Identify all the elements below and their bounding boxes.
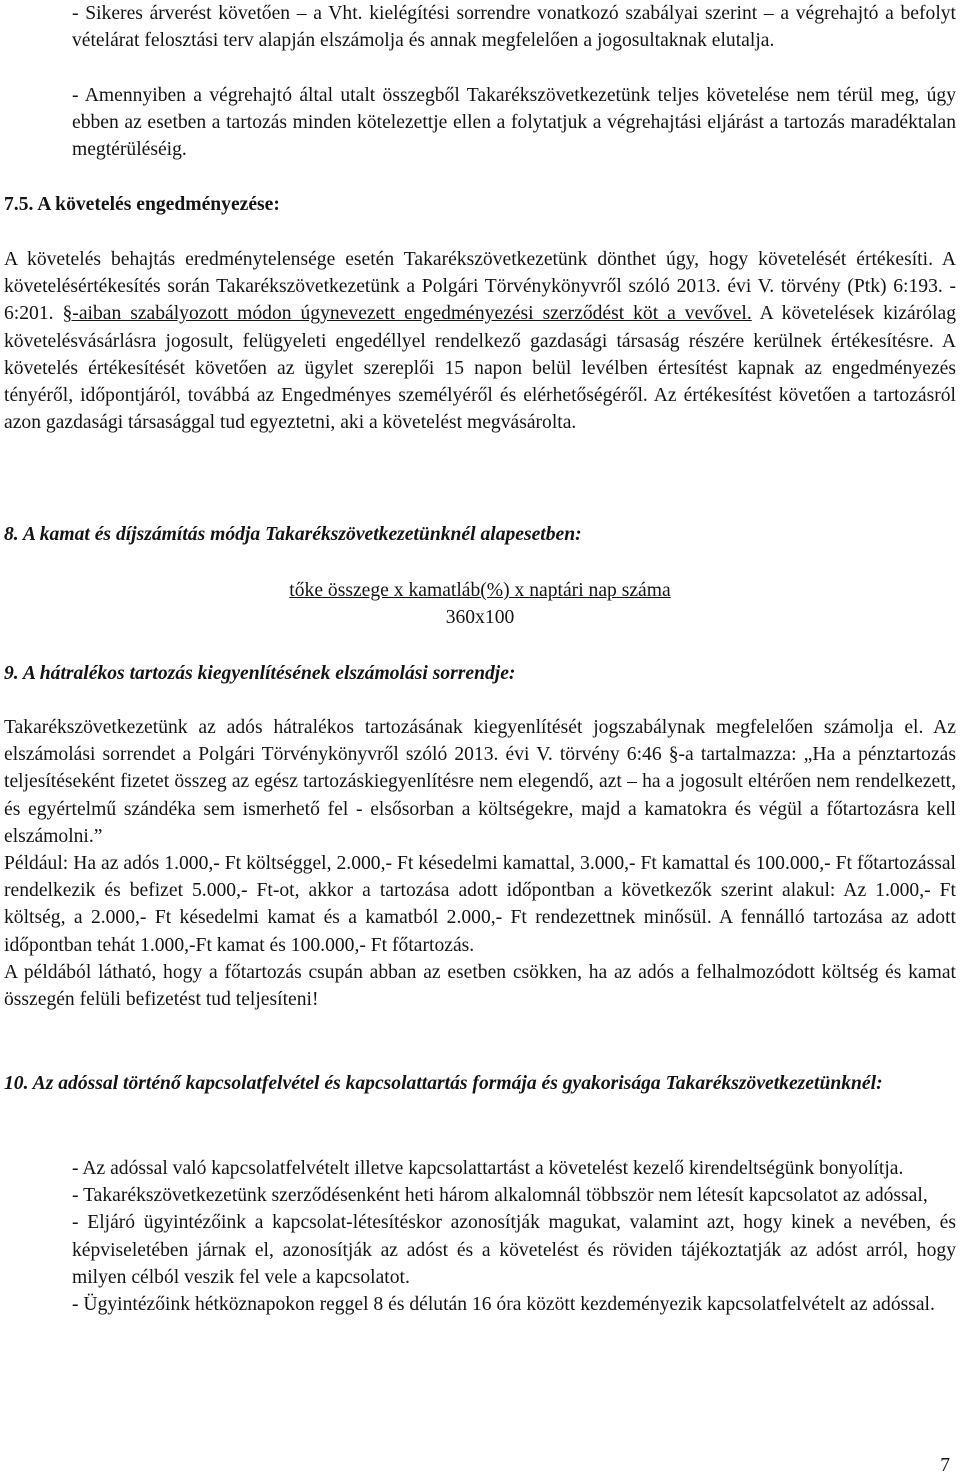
contact-list xyxy=(72,1155,956,1318)
formula-denominator: 360x100 xyxy=(445,607,515,629)
paragraph-text: - Amennyiben a végrehajtó által utalt összegből Takarékszövetkezetünk teljes követelése nem térül meg, úgy ebben az esetben a tartozás minden kötelezettje ellen a folytatjuk a végrehajtási eljárást a tartozás maradéktalan megtérüléséig. xyxy=(72,85,956,161)
example-paragraph: Például: Ha az adós 1.000,- Ft költséggel, 2.000,- Ft késedelmi kamattal, 3.000,- Ft kamattal és 100.000,- Ft főtartozással rendelkezik és befizet 5.000,- Ft-ot, akkor a tartozása adott időpontban a következők szerint alakul: Az 1.000,- Ft költség, a 2.000,- Ft késedelmi kamat és a kamatból 2.000,- Ft rendezettnek minősül. A fennálló tartozása az adott időpontban tehát 1.000,-Ft kamat és 100.000,- Ft főtartozás. xyxy=(4,853,956,956)
paragraph-text: - Sikeres árverést követően – a Vht. kielégítési sorrendre vonatkozó szabályai szerint – a végrehajtó a befolyt vételárat felosztási terv alapján elszámolja és annak megfelelően a jogosultaknak elutalja. xyxy=(72,3,956,52)
section-10-heading xyxy=(4,1070,956,1097)
body-text: A követelések kizárólag követelésvásárlásra jogosult, felügyeleti engedéllyel rendelkező gazdasági társaság részére kerülnek értékesítésre. A követelés értékesítését követően az ügylet szereplői 15 napon belül levélben értesítést kapnak az engedményezés tényéről, időpontjáról, továbbá az Engedményes személyéről és elérhetőségéről. Az értékesítést követően a tartozásról azon gazdasági társasággal tud egyeztetni, aki a követelést megvásárolta. xyxy=(4,303,956,434)
paragraph-text: Takarékszövetkezetünk az adós hátralékos tartozásának kiegyenlítését jogszabálynak megfelelően számolja el. Az elszámolási sorrendet a Polgári Törvénykönyvről szóló 2013. évi V. törvény 6:46 §-a tartalmazza: „Ha a pénztartozás teljesítéseként fizetet összeg az egész tartozáskiegyenlítésre nem elegendő, azt – ha a jogosult eltérően nem rendelkezett, és egyértelmű szándéka sem ismerhető fel - elsősorban a költségekre, majd a kamatokra és végül a főtartozásra kell elszámolni.” xyxy=(4,717,956,847)
list-item: - Ügyintézőink hétköznapokon reggel 8 és délután 16 óra között kezdeményezik kapcsolatfelvételt az adóssal. xyxy=(72,1294,935,1316)
intro-paragraph-enforcement xyxy=(72,82,956,164)
formula-numerator: tőke összege x kamatláb(%) x naptári nap száma xyxy=(289,580,671,601)
list-item: - Takarékszövetkezetünk szerződésenként heti három alkalomnál többször nem létesít kapcsolatot az adóssal, xyxy=(72,1185,928,1207)
section-9-body xyxy=(4,714,956,1013)
list-item: - Az adóssal való kapcsolatfelvételt illetve kapcsolattartást a követelést kezelő kirendeltségünk bonyolítja. xyxy=(72,1158,904,1179)
section-7-5-body xyxy=(4,246,956,436)
intro-paragraph-auction xyxy=(72,0,956,54)
section-title: 9. A hátralékos tartozás kiegyenlítésének elszámolási sorrendje: xyxy=(4,663,516,684)
section-8-heading xyxy=(4,521,956,548)
interest-formula xyxy=(0,577,960,631)
page-number: 7 xyxy=(940,1455,950,1476)
body-text: A követelés behajtás eredménytelensége esetén Takarékszövetkezetünk dönthet úgy, hogy követelését értékesíti. A követelésértékesítés során Takarékszövetkezetünk a Polgári Törvénykönyvről szóló 2013. évi V. törvény (Ptk) 6:193. - 6:201. xyxy=(4,249,956,325)
section-title: 10. Az adóssal történő kapcsolatfelvétel és kapcsolattartás formája és gyakorisága Takarékszövetkezetünknél: xyxy=(4,1073,883,1094)
conclusion-paragraph: A példából látható, hogy a főtartozás csupán abban az esetben csökken, ha az adós a felhalmozódott költség és kamat összegén felüli befizetést tud teljesíteni! xyxy=(4,961,956,1011)
underlined-text: §-aiban szabályozott módon úgynevezett engedményezési szerződést köt a vevővel. xyxy=(62,303,752,325)
section-number: 7.5. xyxy=(4,194,34,215)
section-title: A követelés engedményezése: xyxy=(37,194,280,215)
section-7-5-heading xyxy=(4,191,956,218)
list-item: - Eljáró ügyintézőink a kapcsolat-létesítéskor azonosítják magukat, valamint azt, hogy kinek a nevében, és képviseletében járnak el, azonosítják az adóst és a követelést és röviden tájékoztatják az adóst arról, hogy milyen célból veszik fel vele a kapcsolatot. xyxy=(72,1212,956,1288)
section-9-heading xyxy=(4,660,956,687)
section-title: 8. A kamat és díjszámítás módja Takarékszövetkezetünknél alapesetben: xyxy=(4,524,582,545)
